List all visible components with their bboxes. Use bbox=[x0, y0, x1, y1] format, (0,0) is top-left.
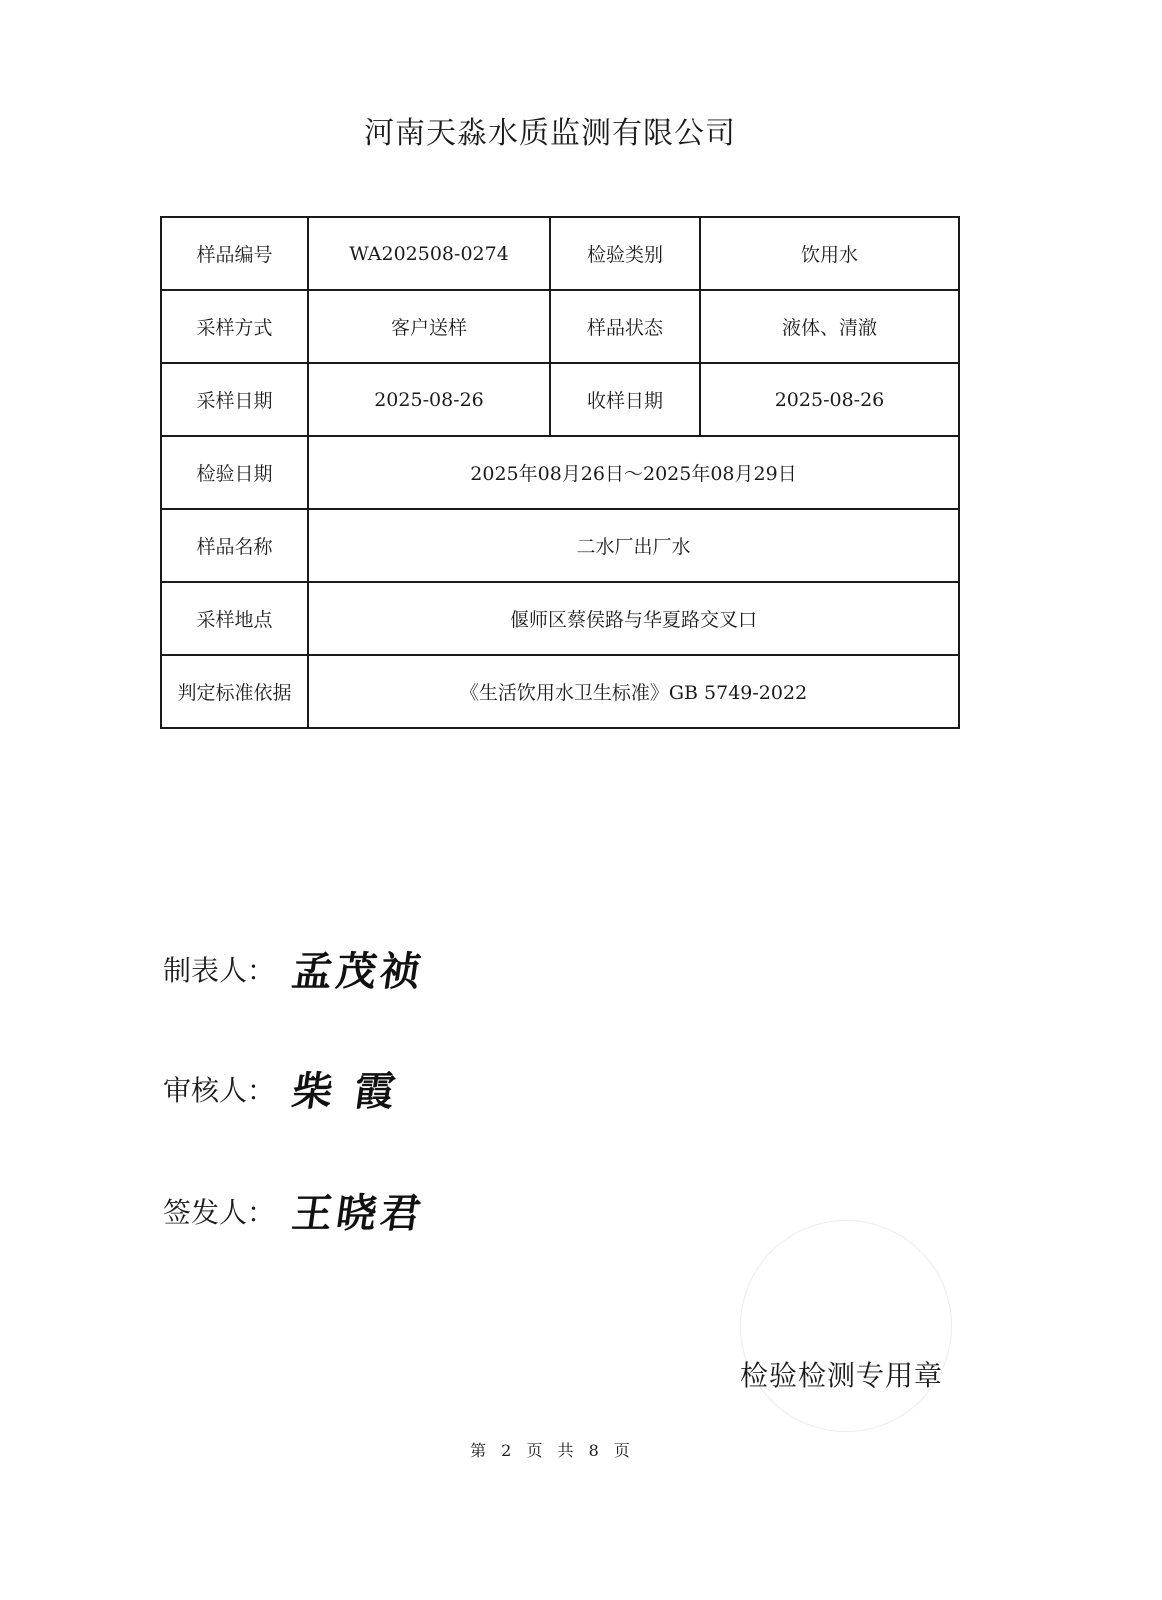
stamp-caption: 检验检测专用章 bbox=[740, 1359, 944, 1392]
receipt-date-label: 收样日期 bbox=[550, 363, 700, 436]
reviewer-signature: 柴霞 bbox=[289, 1069, 420, 1115]
test-category-value: 饮用水 bbox=[700, 217, 959, 290]
sample-info-table bbox=[160, 216, 960, 729]
standard-basis-label: 判定标准依据 bbox=[161, 655, 308, 728]
page-footer: 第 2 页 共 8 页 bbox=[470, 1441, 630, 1460]
sampling-method-value: 客户送样 bbox=[308, 290, 550, 363]
table-row bbox=[161, 582, 959, 655]
table-row bbox=[161, 655, 959, 728]
test-category-label: 检验类别 bbox=[550, 217, 700, 290]
test-date-value: 2025年08月26日～2025年08月29日 bbox=[308, 436, 959, 509]
issuer-signature: 王晓君 bbox=[289, 1191, 428, 1237]
sample-name-value: 二水厂出厂水 bbox=[308, 509, 959, 582]
sampling-location-label: 采样地点 bbox=[161, 582, 308, 655]
table-row bbox=[161, 217, 959, 290]
sample-state-value: 液体、清澈 bbox=[700, 290, 959, 363]
table-row bbox=[161, 290, 959, 363]
company-title: 河南天淼水质监测有限公司 bbox=[364, 116, 736, 151]
official-seal bbox=[740, 1220, 952, 1432]
issuer-label: 签发人： bbox=[163, 1195, 276, 1229]
sample-name-label: 样品名称 bbox=[161, 509, 308, 582]
standard-basis-value: 《生活饮用水卫生标准》GB 5749-2022 bbox=[308, 655, 959, 728]
sampling-date-value: 2025-08-26 bbox=[308, 363, 550, 436]
sampling-method-label: 采样方式 bbox=[161, 290, 308, 363]
sampling-location-value: 偃师区蔡侯路与华夏路交叉口 bbox=[308, 582, 959, 655]
test-date-label: 检验日期 bbox=[161, 436, 308, 509]
sampling-date-label: 采样日期 bbox=[161, 363, 308, 436]
table-row bbox=[161, 436, 959, 509]
sample-number-label: 样品编号 bbox=[161, 217, 308, 290]
reviewer-label: 审核人： bbox=[163, 1073, 276, 1107]
issuer-row bbox=[163, 1182, 428, 1239]
preparer-row bbox=[163, 940, 428, 997]
reviewer-row bbox=[163, 1060, 420, 1117]
sample-number-value: WA202508-0274 bbox=[308, 217, 550, 290]
receipt-date-value: 2025-08-26 bbox=[700, 363, 959, 436]
preparer-signature: 孟茂祯 bbox=[289, 949, 428, 995]
table-row bbox=[161, 509, 959, 582]
preparer-label: 制表人： bbox=[163, 953, 276, 987]
table-row bbox=[161, 363, 959, 436]
sample-state-label: 样品状态 bbox=[550, 290, 700, 363]
